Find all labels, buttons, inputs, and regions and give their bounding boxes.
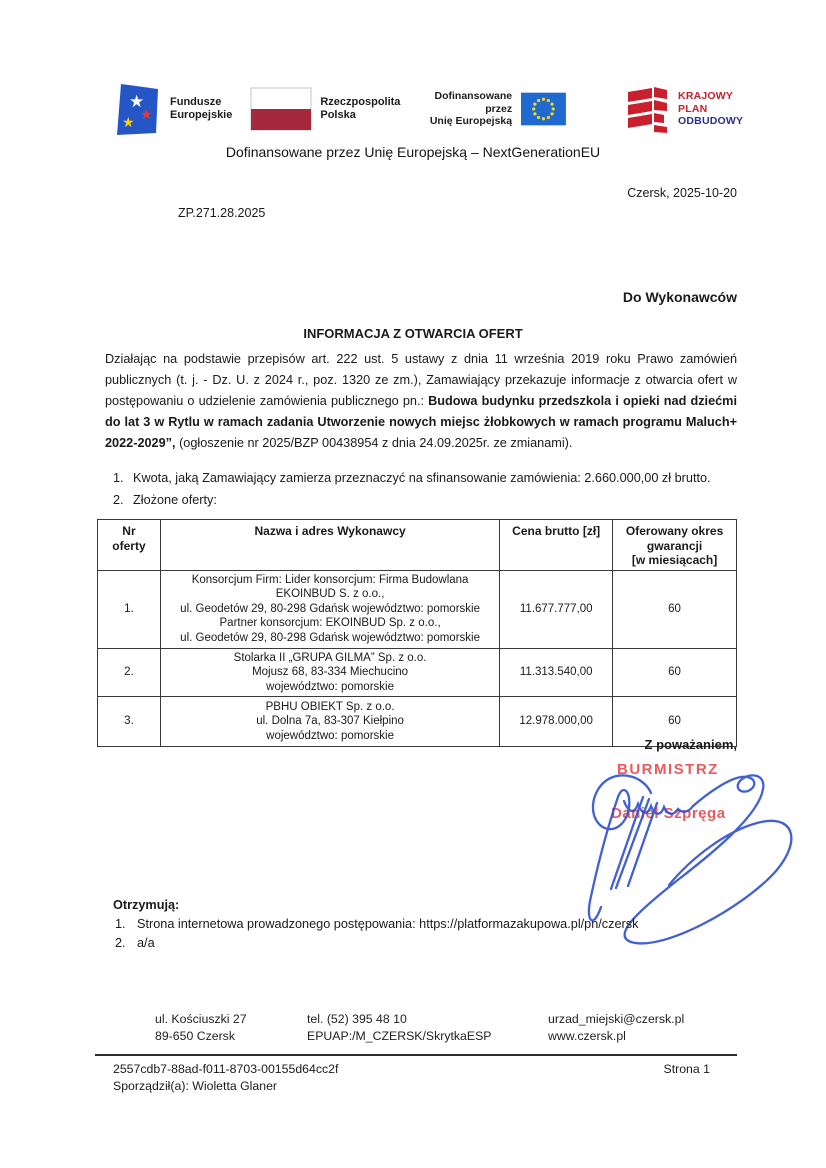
kpo-logo-line3: ODBUDOWY	[678, 115, 744, 128]
received-item-1-text: Strona internetowa prowadzonego postępowania: https://platformazakupowa.pl/pn/czersk	[137, 917, 639, 931]
svg-text:★: ★	[140, 106, 153, 122]
addressee: Do Wykonawców	[622, 289, 737, 305]
svg-text:★: ★	[129, 92, 145, 111]
footer-phone: tel. (52) 395 48 10	[307, 1012, 407, 1026]
stamp-title: BURMISTRZ	[617, 761, 719, 778]
paragraph-part2: (ogłoszenie nr 2025/BZP 00438954 z dnia 24.09.2025r. ze zmianami).	[175, 436, 573, 450]
case-reference-number: ZP.271.28.2025	[178, 206, 266, 220]
logo-rzeczpospolita-polska	[250, 87, 400, 131]
received-item-2-text: a/a	[137, 936, 155, 950]
footer-email: urzad_miejski@czersk.pl	[548, 1012, 685, 1026]
place-and-date: Czersk, 2025-10-20	[627, 186, 737, 200]
contractor-cell	[160, 570, 499, 648]
eu-logo-line1: Dofinansowane przez	[434, 90, 513, 115]
received-item	[113, 934, 638, 953]
col4-line3: [w miesiącach]	[631, 553, 718, 567]
funding-logos-row	[116, 78, 742, 140]
info-list	[113, 468, 737, 512]
table-row	[98, 570, 737, 648]
warranty-cell: 60	[613, 697, 737, 747]
offer-number-cell: 2.	[98, 648, 161, 697]
poland-flag-icon	[250, 87, 312, 131]
kpo-bricks-icon	[624, 84, 670, 134]
prepared-by: Sporządził(a): Wioletta Glaner	[113, 1079, 278, 1093]
company-line: województwo: pomorskie	[266, 729, 394, 742]
paragraph-project-name: Budowa budynku przedszkola i opieki nad dziećmi do lat 3 w Rytlu w ramach zadania Utworzenie nowych miejsc żłobkowych w ramach programu Maluch+ 2022-2029”,	[105, 394, 737, 450]
eu-flag-icon	[521, 89, 566, 129]
document-id: 2557cdb7-88ad-f011-8703-00155d64cc2f	[113, 1062, 339, 1076]
received-item-1-number: 1.	[115, 917, 126, 931]
col-header-contractor: Nazwa i adres Wykonawcy	[160, 520, 499, 571]
price-cell: 11.677.777,00	[500, 570, 613, 648]
received-item	[113, 915, 638, 934]
logo-fundusze-europejskie	[116, 81, 232, 137]
list-item-amount	[113, 468, 737, 488]
contractor-cell	[160, 648, 499, 697]
company-line: województwo: pomorskie	[266, 680, 394, 693]
svg-text:★: ★	[122, 114, 135, 130]
valediction: Z poważaniem,	[644, 737, 737, 752]
received-item-2-number: 2.	[115, 936, 126, 950]
price-cell: 12.978.000,00	[500, 697, 613, 747]
company-line: Partner konsorcjum: EKOINBUD Sp. z o.o.,	[219, 617, 441, 630]
list-item-1-text: Kwota, jaką Zamawiający zamierza przeznaczyć na sfinansowanie zamówienia: 2.660.000,00 zł brutto.	[133, 471, 711, 485]
company-line: Konsorcjum Firm: Lider konsorcjum: Firma Budowlana	[191, 573, 469, 586]
page-number: Strona 1	[663, 1062, 710, 1076]
warranty-cell: 60	[613, 648, 737, 697]
col-header-offer-number	[98, 520, 161, 571]
intro-paragraph	[105, 349, 737, 454]
logo-krajowy-plan-odbudowy	[624, 84, 743, 134]
col4-line2: gwarancji	[646, 538, 703, 553]
company-line: PBHU OBIEKT Sp. z o.o.	[265, 700, 395, 713]
offer-number-cell: 3.	[98, 697, 161, 747]
warranty-cell: 60	[613, 570, 737, 648]
pl-logo-line2: Polska	[320, 109, 356, 121]
footer-web	[548, 1011, 684, 1045]
list-item-offers	[113, 490, 737, 510]
price-cell: 11.313.540,00	[500, 648, 613, 697]
table-row	[98, 648, 737, 697]
offer-number-cell: 1.	[98, 570, 161, 648]
contractor-cell	[160, 697, 499, 747]
received-section	[113, 896, 638, 953]
logo-dofinansowane-ue	[424, 89, 566, 129]
company-line: ul. Geodetów 29, 80-298 Gdańsk województwo: pomorskie	[180, 602, 480, 615]
footer-epuap: EPUAP:/M_CZERSK/SkrytkaESP	[307, 1029, 492, 1043]
funding-statement: Dofinansowane przez Unię Europejską – NextGenerationEU	[225, 144, 601, 160]
fe-logo-line2: Europejskie	[170, 109, 233, 121]
stamp-signatory-name: Daniel Szpręga	[611, 805, 726, 822]
list-item-2-number: 2.	[113, 493, 124, 507]
footer-divider-line	[95, 1054, 737, 1056]
kpo-logo-line1: KRAJOWY	[678, 89, 734, 102]
col-header-gross-price: Cena brutto [zł]	[500, 520, 613, 571]
received-label: Otrzymują:	[113, 898, 180, 912]
footer-address	[155, 1011, 247, 1045]
col1-line2: oferty	[112, 538, 146, 553]
offers-table	[97, 519, 737, 747]
table-row	[98, 697, 737, 747]
col4-line1: Oferowany okres	[625, 524, 724, 538]
company-line: Stolarka II „GRUPA GILMA” Sp. z o.o.	[233, 651, 427, 664]
col1-line1: Nr	[122, 524, 136, 538]
footer-website: www.czersk.pl	[548, 1029, 626, 1043]
fundusze-europejskie-flag-icon	[116, 81, 162, 137]
list-item-1-number: 1.	[113, 471, 124, 485]
table-header-row	[98, 520, 737, 571]
pl-logo-line1: Rzeczpospolita	[320, 96, 401, 109]
company-line: ul. Dolna 7a, 83-307 Kiełpino	[256, 715, 404, 728]
footer-contact	[307, 1011, 492, 1045]
company-line: ul. Geodetów 29, 80-298 Gdańsk województwo: pomorskie	[180, 631, 480, 644]
paragraph-part1: Działając na podstawie przepisów art. 222 ust. 5 ustawy z dnia 11 września 2019 roku Prawo zamówień publicznych (t. j. - Dz. U. z 2024 r., poz. 1320 ze zm.), Zamawiający przekazuje informacje z otwarcia ofert w postępowaniu o udzielenie zamówienia publicznego pn.:	[105, 352, 737, 408]
company-line: EKOINBUD S. z o.o.,	[275, 588, 385, 601]
list-item-2-text: Złożone oferty:	[133, 493, 217, 507]
fe-logo-line1: Fundusze	[170, 96, 222, 109]
eu-logo-line2: Unię Europejską	[429, 115, 513, 128]
document-title: INFORMACJA Z OTWARCIA OFERT	[303, 326, 523, 341]
footer-address-line1: ul. Kościuszki 27	[155, 1012, 247, 1026]
kpo-logo-line2: PLAN	[678, 102, 708, 115]
company-line: Mojusz 68, 83-334 Miechucino	[252, 666, 409, 678]
col-header-warranty	[613, 520, 737, 571]
footer-address-line2: 89-650 Czersk	[155, 1029, 235, 1043]
